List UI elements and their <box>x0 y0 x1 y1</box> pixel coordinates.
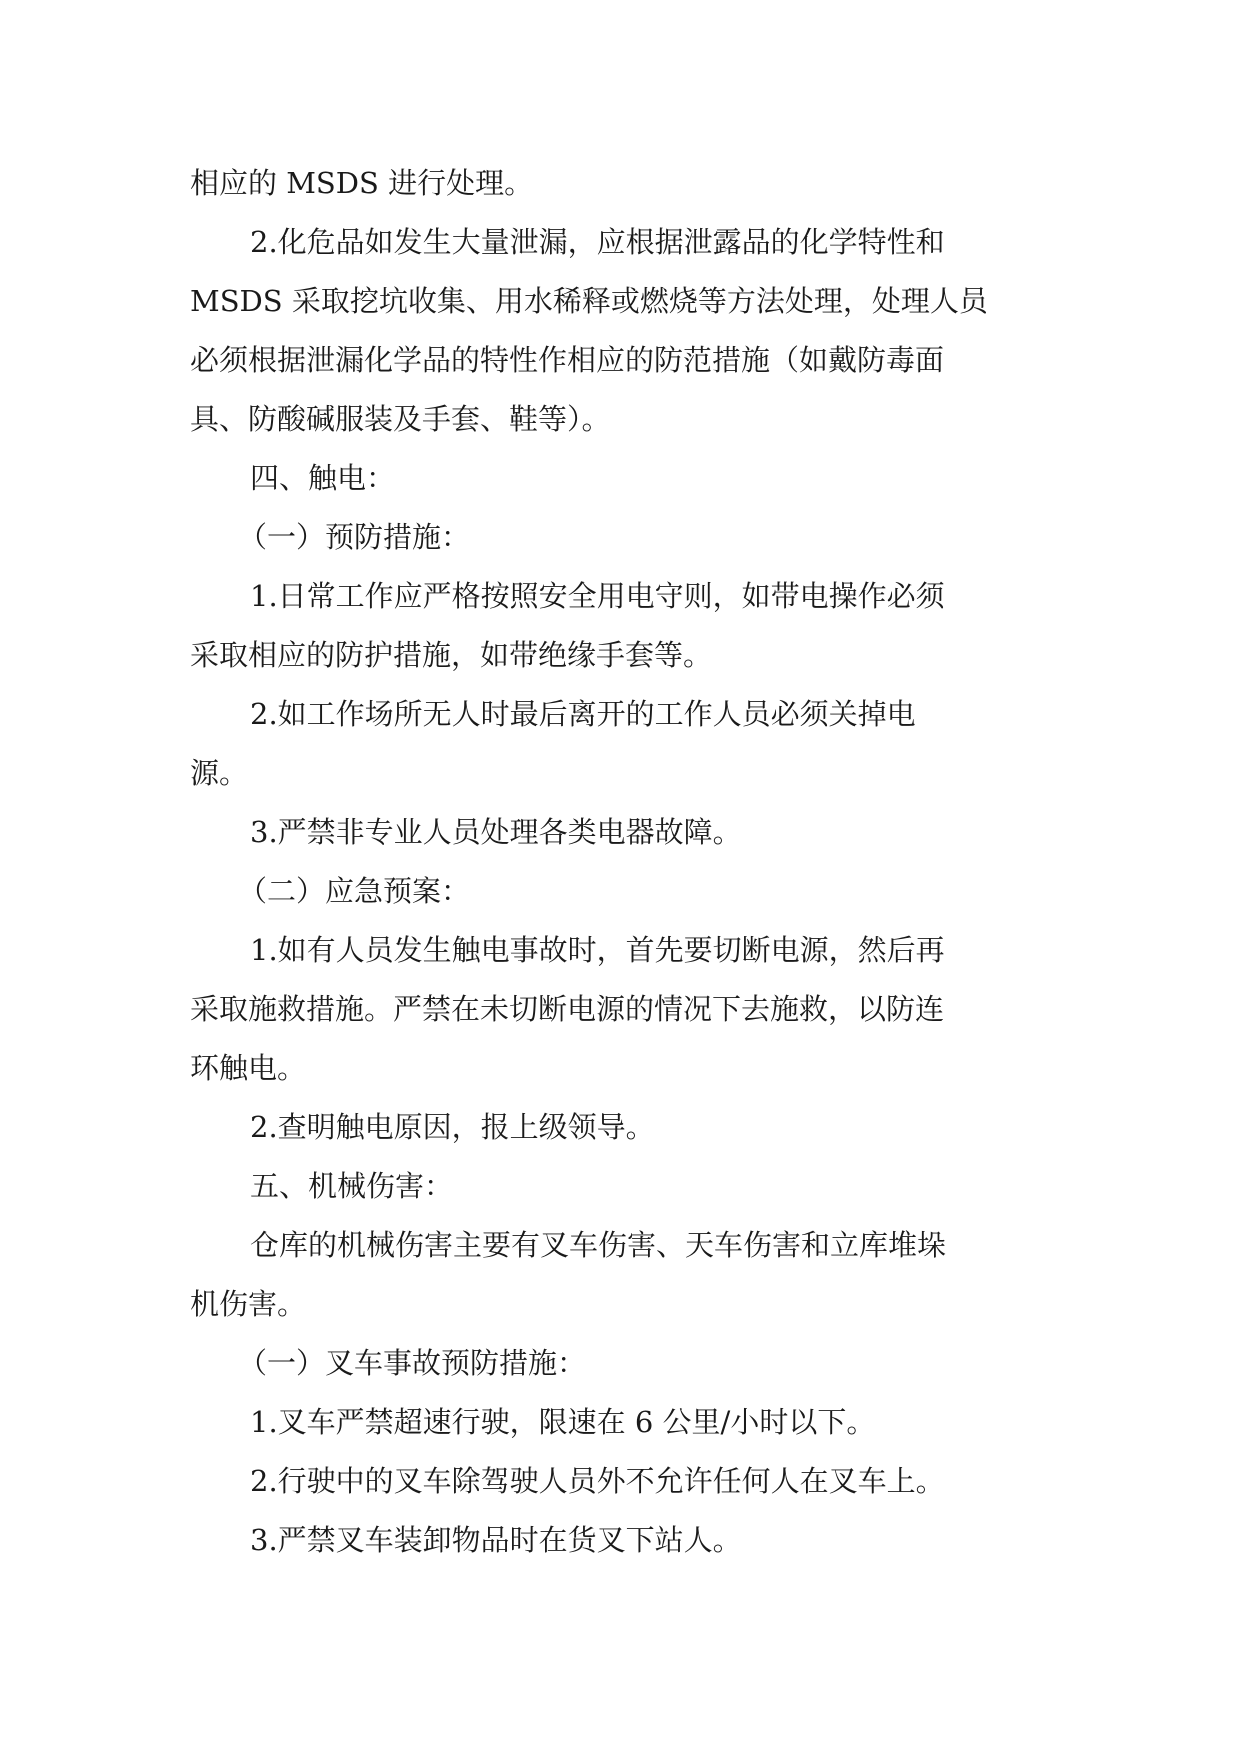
paragraph-line: 机伤害。 <box>190 1287 307 1321</box>
paragraph-line: 2.查明触电原因，报上级领导。 <box>250 1110 655 1144</box>
paragraph-line: 3.严禁叉车装卸物品时在货叉下站人。 <box>250 1523 742 1557</box>
paragraph-line: 具、防酸碱服装及手套、鞋等）。 <box>190 402 611 436</box>
paragraph-line: 相应的 MSDS 进行处理。 <box>190 166 534 200</box>
paragraph-line: 1.日常工作应严格按照安全用电守则，如带电操作必须 <box>250 579 945 613</box>
paragraph-line: 2.如工作场所无人时最后离开的工作人员必须关掉电 <box>250 697 916 731</box>
paragraph-line: 环触电。 <box>190 1051 307 1085</box>
paragraph-line: 源。 <box>190 756 249 790</box>
paragraph-line: 1.如有人员发生触电事故时，首先要切断电源，然后再 <box>250 933 945 967</box>
subsection-heading: （一）叉车事故预防措施： <box>238 1346 587 1380</box>
paragraph-line: 3.严禁非专业人员处理各类电器故障。 <box>250 815 742 849</box>
paragraph-line: 采取施救措施。严禁在未切断电源的情况下去施救，以防连 <box>190 992 945 1026</box>
paragraph-line: 2.化危品如发生大量泄漏，应根据泄露品的化学特性和 <box>250 225 945 259</box>
section-heading: 五、机械伤害： <box>250 1169 454 1203</box>
subsection-heading: （二）应急预案： <box>238 874 471 908</box>
paragraph-line: 2.行驶中的叉车除驾驶人员外不允许任何人在叉车上。 <box>250 1464 945 1498</box>
paragraph-line: 采取相应的防护措施，如带绝缘手套等。 <box>190 638 713 672</box>
subsection-heading: （一）预防措施： <box>238 520 471 554</box>
paragraph-line: 1.叉车严禁超速行驶，限速在 6 公里/小时以下。 <box>250 1405 876 1439</box>
paragraph-line: 仓库的机械伤害主要有叉车伤害、天车伤害和立库堆垛 <box>250 1228 947 1262</box>
section-heading: 四、触电： <box>250 461 396 495</box>
paragraph-line: 必须根据泄漏化学品的特性作相应的防范措施（如戴防毒面 <box>190 343 945 377</box>
paragraph-line: MSDS 采取挖坑收集、用水稀释或燃烧等方法处理，处理人员 <box>190 284 988 318</box>
document-body <box>190 154 1070 1570</box>
